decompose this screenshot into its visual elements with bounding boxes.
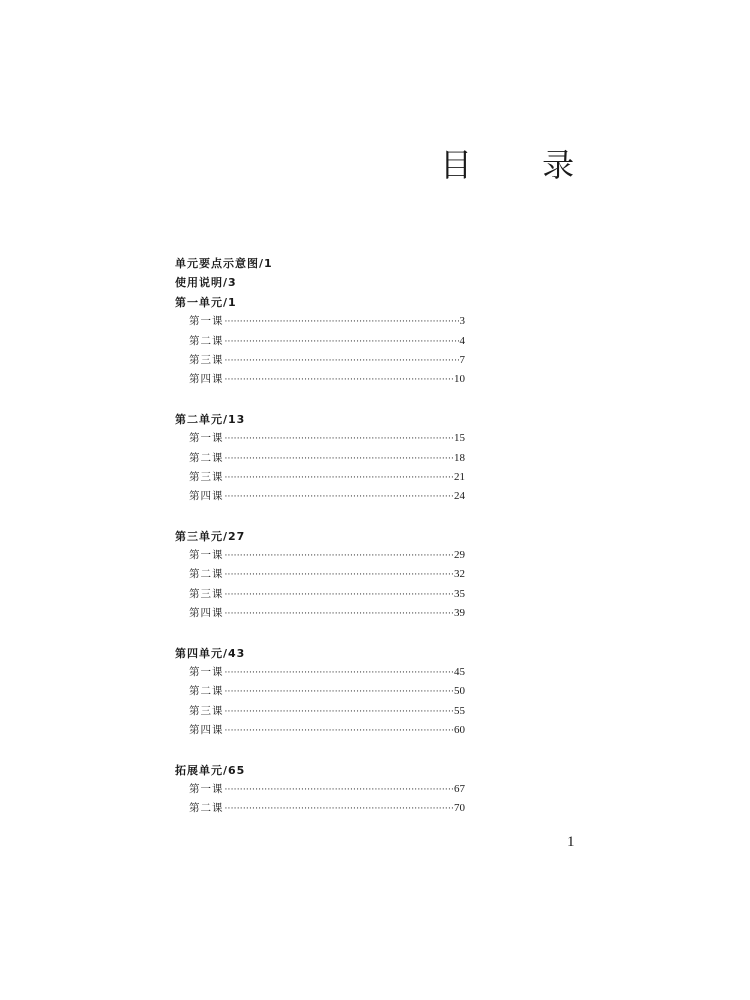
toc-unit <box>175 527 465 624</box>
lesson-name: 第四课 <box>189 373 224 386</box>
lesson-name: 第一课 <box>189 549 224 562</box>
toc-lesson-entry[interactable] <box>189 351 465 370</box>
lesson-page-number: 3 <box>459 315 465 328</box>
lesson-page-number: 15 <box>454 432 465 445</box>
section-gap <box>175 390 465 410</box>
lesson-name: 第二课 <box>189 685 224 698</box>
lesson-page-number: 29 <box>454 549 465 562</box>
dot-leader <box>225 586 454 605</box>
toc-unit <box>175 293 465 390</box>
section-gap <box>175 624 465 644</box>
toc-lesson-entry[interactable] <box>189 429 465 448</box>
lesson-name: 第一课 <box>189 782 224 795</box>
toc-lesson-entry[interactable] <box>189 370 465 389</box>
lesson-page-number: 24 <box>454 490 465 503</box>
dot-leader <box>225 683 454 702</box>
lesson-page-number: 60 <box>454 724 465 737</box>
lesson-name: 第二课 <box>189 451 224 464</box>
lesson-name: 第二课 <box>189 802 224 815</box>
toc-front-item[interactable]: 使用说明/3 <box>175 276 237 290</box>
dot-leader <box>225 313 459 332</box>
toc-unit-heading[interactable]: 第三单元/27 <box>175 529 246 543</box>
dot-leader <box>225 781 454 800</box>
lesson-page-number: 21 <box>454 470 465 483</box>
lesson-page-number: 35 <box>454 587 465 600</box>
lesson-name: 第三课 <box>189 353 224 366</box>
lesson-page-number: 45 <box>454 666 465 679</box>
toc-lesson-entry[interactable] <box>189 332 465 351</box>
dot-leader <box>225 352 459 371</box>
toc-lesson-entry[interactable] <box>189 487 465 506</box>
dot-leader <box>225 703 454 722</box>
toc-lesson-entry[interactable] <box>189 604 465 623</box>
lesson-name: 第二课 <box>189 334 224 347</box>
lesson-page-number: 39 <box>454 607 465 620</box>
toc-lesson-entry[interactable] <box>189 312 465 331</box>
section-gap <box>175 741 465 761</box>
toc-lesson-entry[interactable] <box>189 546 465 565</box>
section-gap <box>175 507 465 527</box>
dot-leader <box>225 664 454 683</box>
toc-lesson-entry[interactable] <box>189 449 465 468</box>
lesson-name: 第三课 <box>189 587 224 600</box>
lesson-name: 第四课 <box>189 724 224 737</box>
dot-leader <box>225 450 454 469</box>
lesson-page-number: 18 <box>454 451 465 464</box>
table-of-contents <box>175 254 465 819</box>
toc-lesson-entry[interactable] <box>189 721 465 740</box>
dot-leader <box>225 488 454 507</box>
lesson-name: 第一课 <box>189 315 224 328</box>
toc-lesson-entry[interactable] <box>189 565 465 584</box>
toc-unit-heading[interactable]: 第四单元/43 <box>175 646 246 660</box>
lesson-name: 第四课 <box>189 607 224 620</box>
toc-unit <box>175 761 465 819</box>
toc-lesson-entry[interactable] <box>189 468 465 487</box>
page-number: 1 <box>567 834 575 850</box>
toc-lesson-entry[interactable] <box>189 585 465 604</box>
toc-unit-heading[interactable]: 拓展单元/65 <box>175 763 246 777</box>
toc-lesson-entry[interactable] <box>189 702 465 721</box>
lesson-name: 第一课 <box>189 432 224 445</box>
lesson-page-number: 67 <box>454 782 465 795</box>
dot-leader <box>225 430 454 449</box>
toc-unit <box>175 644 465 741</box>
lesson-page-number: 55 <box>454 704 465 717</box>
lesson-page-number: 70 <box>454 802 465 815</box>
toc-lesson-entry[interactable] <box>189 799 465 818</box>
lesson-name: 第四课 <box>189 490 224 503</box>
dot-leader <box>225 333 459 352</box>
lesson-name: 第三课 <box>189 470 224 483</box>
toc-unit <box>175 410 465 507</box>
dot-leader <box>225 469 454 488</box>
toc-front-item[interactable]: 单元要点示意图/1 <box>175 257 273 270</box>
lesson-page-number: 50 <box>454 685 465 698</box>
dot-leader <box>225 605 454 624</box>
page-title: 目 录 <box>440 146 605 184</box>
toc-lesson-entry[interactable] <box>189 780 465 799</box>
dot-leader <box>225 722 454 741</box>
toc-unit-heading[interactable]: 第二单元/13 <box>175 412 246 426</box>
toc-unit-heading[interactable]: 第一单元/1 <box>175 295 237 309</box>
dot-leader <box>225 547 454 566</box>
toc-lesson-entry[interactable] <box>189 663 465 682</box>
toc-lesson-entry[interactable] <box>189 682 465 701</box>
lesson-page-number: 4 <box>459 334 465 347</box>
dot-leader <box>225 371 454 390</box>
lesson-name: 第一课 <box>189 666 224 679</box>
lesson-page-number: 10 <box>454 373 465 386</box>
dot-leader <box>225 566 454 585</box>
dot-leader <box>225 800 454 819</box>
lesson-page-number: 32 <box>454 568 465 581</box>
lesson-name: 第二课 <box>189 568 224 581</box>
lesson-name: 第三课 <box>189 704 224 717</box>
lesson-page-number: 7 <box>459 353 465 366</box>
